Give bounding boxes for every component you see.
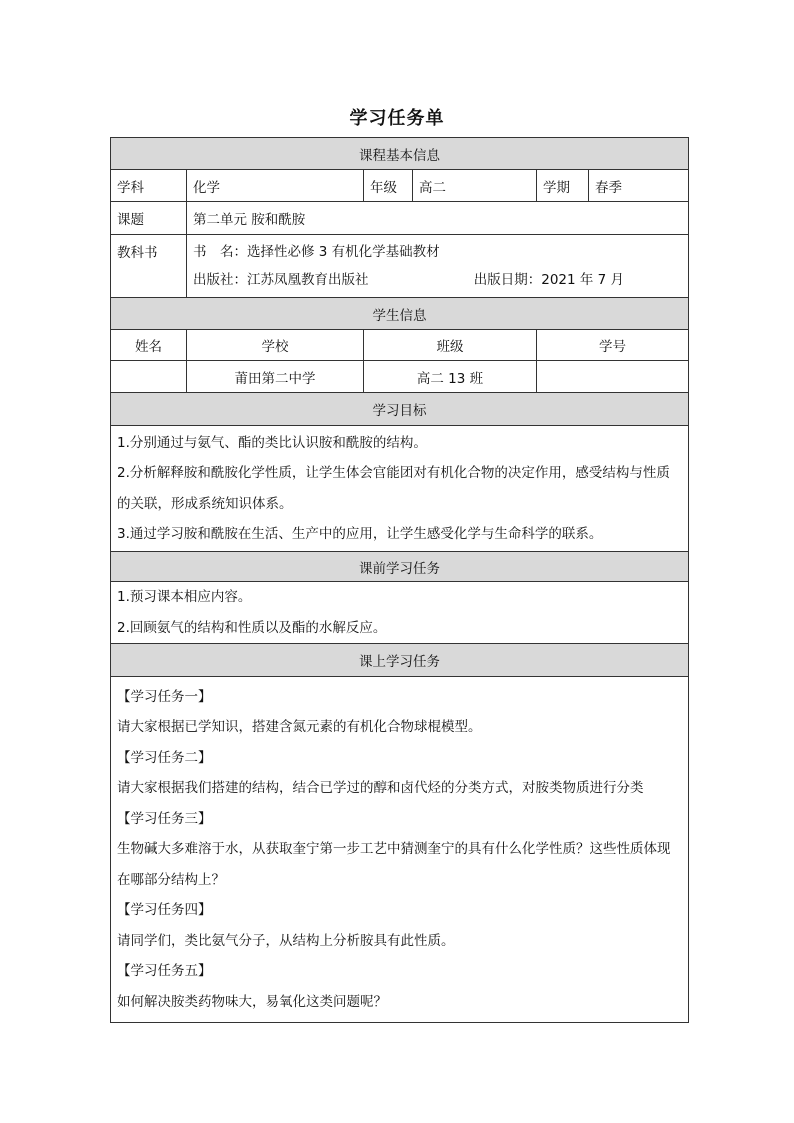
publisher: 出版社：江苏凤凰教育出版社 <box>193 272 369 288</box>
book-name: 书 名：选择性必修 3 有机化学基础教材 <box>193 243 440 260</box>
textbook-details <box>187 235 689 298</box>
goal-item: 1.分别通过与氨气、酯的类比认识胺和酰胺的结构。 <box>117 434 427 451</box>
grade-value: 高二 <box>413 170 537 202</box>
publication-date: 出版日期：2021 年 7 月 <box>473 272 625 288</box>
col-header-name: 姓名 <box>111 330 187 361</box>
col-header-class: 班级 <box>364 330 537 361</box>
term-label: 学期 <box>537 170 589 202</box>
task-text: 请同学们，类比氨气分子，从结构上分析胺具有此性质。 <box>117 932 455 949</box>
goal-item: 2.分析解释胺和酰胺化学性质，让学生体会官能团对有机化合物的决定作用，感受结构与性质的关联，形成系统知识体系。 <box>117 465 670 512</box>
task-text: 生物碱大多难溶于水，从获取奎宁第一步工艺中猜测奎宁的具有什么化学性质？这些性质体现在哪部分结构上？ <box>117 841 671 888</box>
in-class-tasks-header: 课上学习任务 <box>111 644 689 677</box>
student-info-header: 学生信息 <box>111 298 689 330</box>
task-label: 【学习任务二】 <box>117 749 212 766</box>
task-label: 【学习任务四】 <box>117 902 212 919</box>
learning-goals-header: 学习目标 <box>111 393 689 426</box>
grade-label: 年级 <box>364 170 413 202</box>
student-school-cell: 莆田第二中学 <box>187 361 364 393</box>
col-header-school: 学校 <box>187 330 364 361</box>
pre-task-item: 2.回顾氨气的结构和性质以及酯的水解反应。 <box>117 619 387 636</box>
task-label: 【学习任务三】 <box>117 810 212 827</box>
learning-goals-content <box>111 426 689 552</box>
task-sheet-table <box>110 137 689 1023</box>
task-label: 【学习任务五】 <box>117 963 212 980</box>
topic-label: 课题 <box>111 202 187 235</box>
course-info-header: 课程基本信息 <box>111 138 689 170</box>
term-value: 春季 <box>589 170 689 202</box>
student-name-cell <box>111 361 187 393</box>
topic-value: 第二单元 胺和酰胺 <box>187 202 689 235</box>
student-class-cell: 高二 13 班 <box>364 361 537 393</box>
pre-class-tasks-content <box>111 582 689 644</box>
in-class-tasks-content <box>111 677 689 1023</box>
page-title: 学习任务单 <box>349 108 445 129</box>
col-header-student-id: 学号 <box>537 330 689 361</box>
subject-value: 化学 <box>187 170 364 202</box>
task-text: 如何解决胺类药物味大，易氧化这类问题呢？ <box>117 993 387 1010</box>
pre-class-tasks-header: 课前学习任务 <box>111 552 689 582</box>
task-text: 请大家根据已学知识，搭建含氮元素的有机化合物球棍模型。 <box>117 719 482 736</box>
pre-task-item: 1.预习课本相应内容。 <box>117 589 252 605</box>
textbook-label: 教科书 <box>111 235 187 298</box>
goal-item: 3.通过学习胺和酰胺在生活、生产中的应用，让学生感受化学与生命科学的联系。 <box>117 526 603 542</box>
subject-label: 学科 <box>111 170 187 202</box>
publisher-row <box>193 266 682 295</box>
task-label: 【学习任务一】 <box>117 688 212 705</box>
task-text: 请大家根据我们搭建的结构，结合已学过的醇和卤代烃的分类方式，对胺类物质进行分类 <box>117 780 644 797</box>
student-id-cell <box>537 361 689 393</box>
